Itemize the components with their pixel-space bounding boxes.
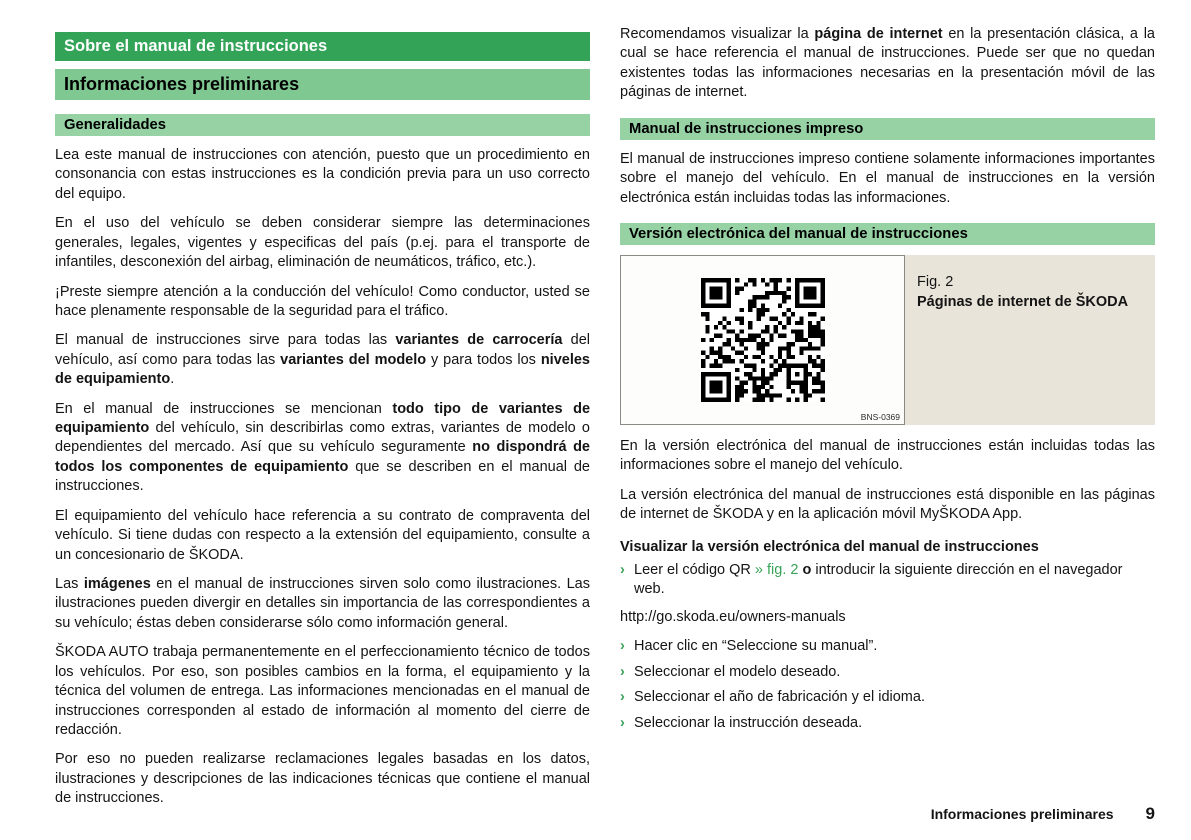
section-title: Informaciones preliminares (64, 74, 300, 94)
chapter-title-bar (55, 32, 590, 61)
fig-2-link[interactable]: » fig. 2 (754, 561, 799, 578)
section-title-bar (55, 69, 590, 100)
page-footer (931, 804, 1155, 824)
step-text (634, 561, 1155, 600)
text-run: introducir la siguiente dirección en el navegador web. (634, 561, 1123, 598)
steps-heading: Visualizar la versión electrónica del manual de instrucciones (620, 538, 1039, 555)
qr-code-icon (701, 278, 825, 402)
step-text (634, 663, 1155, 682)
body-paragraph (55, 400, 590, 497)
text-run: ¡Preste siempre atención a la conducción del vehículo! Como conductor, usted se hace plenamente responsable de la seguridad para el tráfico. (55, 283, 590, 319)
text-run: En el manual de instrucciones se mencionan (55, 400, 393, 417)
body-paragraph (620, 437, 1155, 476)
printed-manual-header: Manual de instrucciones impreso (629, 120, 864, 137)
text-run: Seleccionar el año de fabricación y el idioma. (634, 689, 925, 706)
body-paragraph (55, 331, 590, 389)
subsection-title-bar (55, 114, 590, 136)
step-item (620, 561, 1155, 600)
body-paragraph (55, 575, 590, 633)
body-paragraph (55, 283, 590, 322)
text-run: En la versión electrónica del manual de instrucciones están incluidas todas las informaciones sobre el manejo del vehículo. (620, 437, 1155, 474)
step-text (634, 637, 1155, 656)
body-paragraph (55, 750, 590, 808)
text-run: imágenes (83, 576, 151, 593)
step-text (634, 688, 1155, 707)
electronic-manual-header: Versión electrónica del manual de instrucciones (629, 225, 968, 242)
text-run: Recomendamos visualizar la (620, 26, 815, 42)
figure-caption (905, 255, 1155, 425)
text-run: y para todos los (426, 351, 541, 368)
step-item (620, 714, 1155, 733)
page-number: 9 (1145, 804, 1155, 823)
step-text (634, 714, 1155, 733)
electronic-manual-header-bar (620, 223, 1155, 245)
printed-manual-header-bar (620, 118, 1155, 140)
text-run: Seleccionar el modelo deseado. (634, 663, 841, 680)
text-run: variantes de carrocería (395, 332, 563, 349)
bullet-arrow-icon: › (620, 663, 625, 680)
text-run: En el uso del vehículo se deben considerar siempre las determinaciones generales, legales, vigentes y especificas del país (p.ej. para el transporte de infantiles, desconexión del airbag, eliminación de neumáticos, tráfico, etc.). (55, 215, 590, 271)
body-paragraph (55, 507, 590, 565)
step-item (620, 637, 1155, 656)
body-paragraph (55, 214, 590, 272)
text-run: La versión electrónica del manual de instrucciones está disponible en las páginas de internet de ŠKODA y en la aplicación móvil MyŠKODA App. (620, 486, 1155, 523)
text-run: . (170, 371, 175, 388)
text-run: variantes del modelo (280, 351, 427, 368)
body-paragraph (620, 150, 1155, 208)
manuals-url: http://go.skoda.eu/owners-manuals (620, 609, 846, 626)
text-run: del vehículo, así como para todas las (55, 332, 590, 368)
text-run: no dispondrá de todos los componentes de equipamiento (55, 439, 590, 475)
text-run: El manual de instrucciones impreso contiene solamente informaciones importantes sobre el manejo del vehículo. En el manual de instrucciones en la versión electrónica están incluidas todas las informaciones. (620, 150, 1155, 206)
bullet-arrow-icon: › (620, 714, 625, 731)
text-run: El manual de instrucciones sirve para todas las (55, 332, 396, 349)
body-paragraph (55, 146, 590, 204)
qr-code-image (620, 255, 905, 425)
step-item (620, 663, 1155, 682)
left-column (55, 25, 590, 819)
body-paragraph (620, 486, 1155, 525)
text-run: Por eso no pueden realizarse reclamaciones legales basadas en los datos, ilustraciones y descripciones de las indicaciones técnicas que contiene el manual de instrucciones. (55, 751, 590, 807)
bullet-arrow-icon: › (620, 689, 625, 706)
text-run: o (802, 561, 812, 578)
text-run: El equipamiento del vehículo hace referencia a su contrato de compraventa del vehículo. Si tiene dudas con respecto a la extensión del equipamiento, consulte a un concesionario de ŠKODA. (55, 507, 590, 563)
text-run: Hacer clic en “Seleccione su manual”. (634, 638, 878, 655)
text-run: en la presentación clásica, a la cual se hace referencia el manual de instrucciones. Puede ser que no quedan existentes todas las informaciones necesarias en la presentación móvil de las páginas de internet. (620, 26, 1155, 101)
text-run: Las (55, 576, 84, 593)
figure-2 (620, 255, 1155, 425)
bullet-arrow-icon: › (620, 561, 625, 578)
text-run: ŠKODA AUTO trabaja permanentemente en el perfeccionamiento técnico de todos los vehículos. Por eso, son posibles cambios en la forma, el equipamiento y la técnica del volumen de entrega. Las informaciones mencionadas en el manual de instrucciones corresponden al estado de información al momento del cierre de redacción. (55, 644, 590, 738)
figure-number: Fig. 2 (917, 273, 954, 290)
text-run: Seleccionar la instrucción deseada. (634, 714, 863, 731)
text-run: todo tipo de variantes de equipamiento (55, 400, 591, 437)
body-paragraph (55, 643, 590, 740)
bullet-arrow-icon: › (620, 638, 625, 655)
step-item (620, 688, 1155, 707)
chapter-title: Sobre el manual de instrucciones (64, 37, 328, 55)
text-run: página de internet (814, 26, 943, 42)
footer-section-title: Informaciones preliminares (930, 806, 1114, 822)
text-run: del vehículo, sin describirlas como extras, variantes de modelo o dependientes del mercado. Así que su vehículo seguramente (55, 420, 590, 456)
text-run: niveles de equipamiento (55, 351, 590, 388)
text-run: Leer el código QR (634, 561, 755, 578)
text-run: que se describen en el manual de instrucciones. (55, 458, 590, 495)
right-column (620, 25, 1155, 819)
text-run: en el manual de instrucciones sirven solo como ilustraciones. Las ilustraciones pueden divergir en detalles sin importancia de las correspondientes a su vehículo; éstas deben considerarse sólo como información general. (55, 576, 590, 631)
subsection-title: Generalidades (64, 117, 166, 133)
figure-code-label: BNS-0369 (860, 411, 900, 422)
body-paragraph (620, 25, 1155, 103)
figure-caption-text: Páginas de internet de ŠKODA (917, 294, 1129, 311)
text-run: Lea este manual de instrucciones con atención, puesto que un procedimiento en consonancia con estas instrucciones es la condición previa para un uso correcto del equipo. (55, 147, 590, 202)
